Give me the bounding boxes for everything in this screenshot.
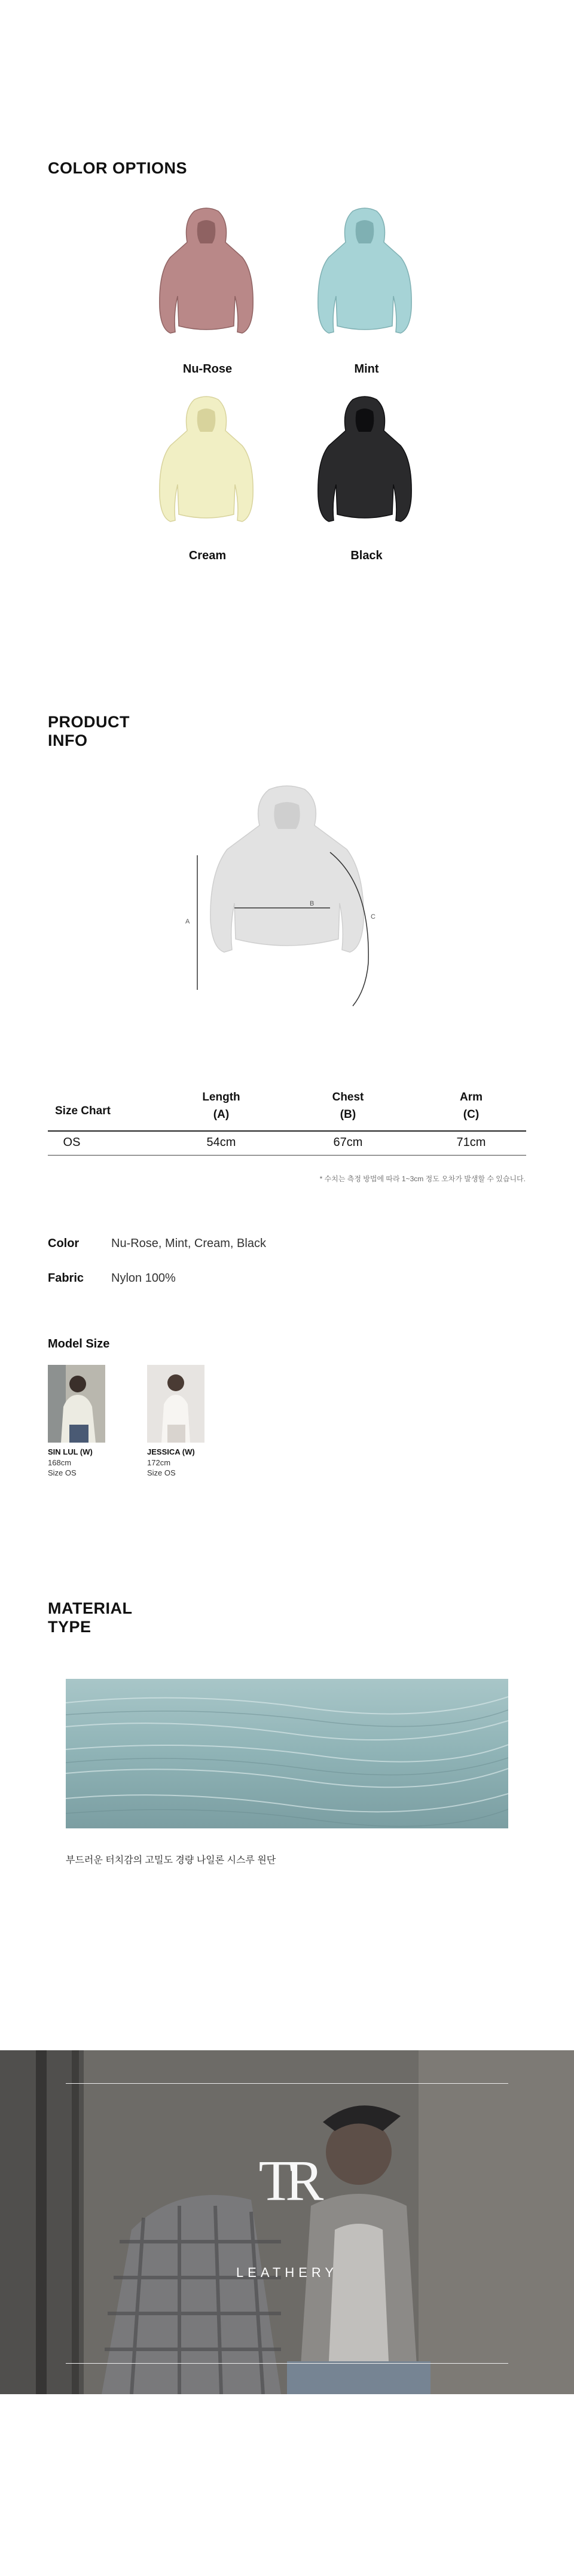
jacket-black-image — [311, 395, 419, 544]
size-chart-header-arm: Arm (C) — [459, 1091, 483, 1121]
measure-label-b: B — [310, 900, 315, 907]
brand-name: LEATHERY — [236, 2265, 338, 2280]
jacket-mint-image — [311, 206, 419, 356]
size-chart-cell-chest: 67cm — [333, 1136, 363, 1149]
swatch-label-cream: Cream — [188, 549, 227, 562]
size-chart-rule-bottom — [48, 1155, 526, 1156]
model-name-jessica: JESSICA (W) — [147, 1447, 195, 1456]
size-chart-note: * 수치는 측정 방법에 따라 1~3cm 정도 오차가 발생할 수 있습니다. — [319, 1175, 526, 1183]
jacket-nu-rose-image — [152, 206, 260, 356]
size-chart-header-length: Length (A) — [202, 1091, 240, 1121]
color-label: Color — [48, 1237, 80, 1250]
size-chart-header-size: Size Chart — [55, 1105, 111, 1117]
size-chart-header-chest: Chest (B) — [332, 1091, 364, 1121]
fabric-label: Fabric — [48, 1272, 84, 1285]
fabric-value: Nylon 100% — [111, 1272, 176, 1285]
jacket-cream-image — [152, 395, 260, 544]
product-info-title: PRODUCT INFO — [48, 713, 130, 749]
model-height-jessica: 172cm — [147, 1458, 171, 1467]
material-description: 부드러운 터치감의 고밀도 경량 나일론 시스루 원단 — [66, 1855, 276, 1865]
brand-banner-line-top — [66, 2083, 508, 2084]
model-name-sin-lul: SIN LUL (W) — [48, 1447, 93, 1456]
brand-banner-photo — [0, 2050, 574, 2394]
measure-label-c: C — [371, 913, 375, 920]
brand-monogram-logo: TR — [258, 2148, 316, 2212]
size-chart-cell-arm: 71cm — [456, 1136, 486, 1149]
color-value: Nu-Rose, Mint, Cream, Black — [111, 1237, 266, 1250]
model-photo-jessica — [147, 1365, 204, 1443]
brand-banner-line-bottom — [66, 2363, 508, 2364]
model-size-sin-lul: Size OS — [48, 1468, 77, 1477]
swatch-label-nu-rose: Nu-Rose — [182, 362, 233, 376]
material-swatch-image — [66, 1679, 508, 1828]
size-chart-cell-size: OS — [63, 1136, 81, 1149]
material-type-title: MATERIAL TYPE — [48, 1599, 133, 1636]
model-photo-sin-lul — [48, 1365, 105, 1443]
swatch-label-mint: Mint — [354, 362, 379, 376]
model-height-sin-lul: 168cm — [48, 1458, 72, 1467]
jacket-shape — [160, 208, 253, 333]
size-chart-rule-top — [48, 1130, 526, 1132]
model-size-title: Model Size — [48, 1337, 110, 1351]
size-chart-cell-length: 54cm — [206, 1136, 236, 1149]
model-size-jessica: Size OS — [147, 1468, 176, 1477]
color-options-title: COLOR OPTIONS — [48, 159, 188, 177]
measure-label-a: A — [185, 918, 190, 925]
swatch-label-black: Black — [350, 549, 383, 562]
measurement-diagram — [173, 784, 401, 1011]
